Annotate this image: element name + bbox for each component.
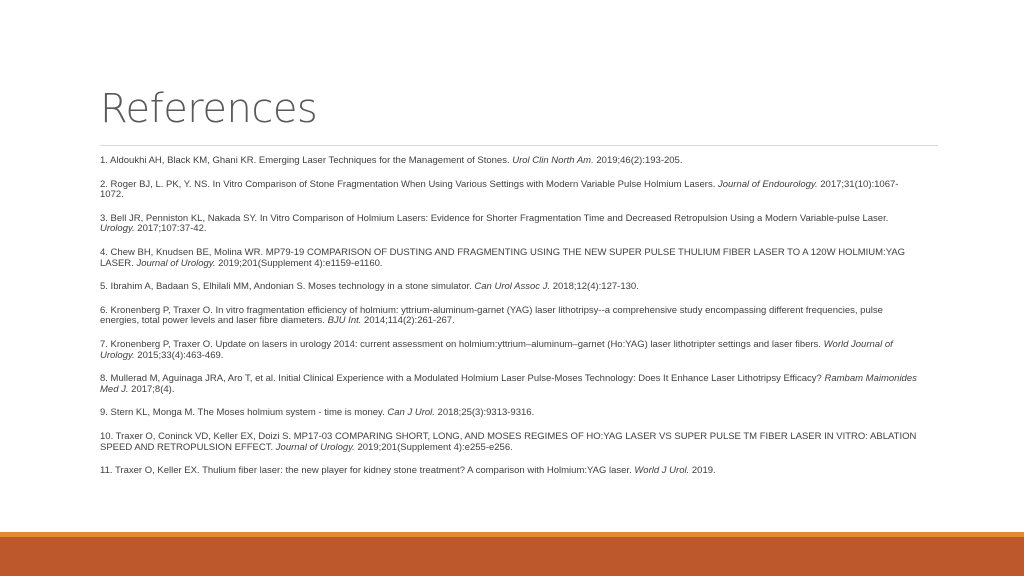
reference-citation: 2017;8(4). [128,383,175,395]
reference-citation: 2017;107:37-42. [134,223,207,235]
reference-item [100,466,920,477]
reference-item [100,180,920,201]
reference-text: 8. Mullerad M, Aguinaga JRA, Aro T, et al. Initial Clinical Experience with a Modulated Holmium Laser Pulse-Moses Technology: Does It Enhance Laser Lithotripsy Efficacy? [100,373,825,385]
reference-text: 1. Aldoukhi AH, Black KM, Ghani KR. Emerging Laser Techniques for the Management of Stones. [100,155,513,166]
reference-journal: Journal of Endourology. [717,178,818,190]
reference-citation: 2019;201(Supplement 4):e255-e256. [354,441,513,453]
reference-journal: Can J Urol. [387,407,435,419]
reference-item [100,282,920,293]
reference-item [100,432,920,453]
footer-band [0,537,1024,576]
reference-journal: Rambam Maimonides Med J. [100,373,917,395]
reference-citation: 2019;46(2):193-205. [593,155,683,166]
reference-text: 3. Bell JR, Penniston KL, Nakada SY. In Vitro Comparison of Holmium Lasers: Evidence for Shorter Fragmentation Time and Decreased Retropulsion Using a Modern Variable-pulse Laser. [100,212,889,224]
references-list [100,156,920,490]
reference-citation: 2017;31(10):1067-1072. [100,178,899,201]
reference-journal: Can Urol Assoc J. [474,281,551,293]
reference-citation: 2019. [689,465,716,477]
reference-text: 4. Chew BH, Knudsen BE, Molina WR. MP79-19 COMPARISON OF DUSTING AND FRAGMENTING USING THE NEW SUPER PULSE THULIUM FIBER LASER TO A 120W HOLMIUM:YAG LASER. [100,246,906,269]
reference-item [100,374,920,395]
reference-item [100,156,920,167]
reference-journal: BJU Int. [327,315,362,327]
reference-journal: Urol Clin North Am. [512,155,594,166]
reference-text: 10. Traxer O, Coninck VD, Keller EX, Doizi S. MP17-03 COMPARING SHORT, LONG, AND MOSES REGIMES OF HO:YAG LASER VS SUPER PULSE TM FIBER LASER IN VITRO: ABLATION SPEED AND RETROPULSION EFFECT. [100,430,917,453]
page-title: References [100,86,318,132]
reference-item [100,408,920,419]
reference-journal: Journal of Urology. [136,257,216,269]
reference-text: 2. Roger BJ, L. PK, Y. NS. In Vitro Comparison of Stone Fragmentation When Using Various Settings with Modern Variable Pulse Holmium Lasers. [100,178,718,190]
reference-item [100,340,920,361]
reference-text: 6. Kronenberg P, Traxer O. In vitro fragmentation efficiency of holmium: yttrium-aluminum-garnet (YAG) laser lithotripsy--a comprehensive study encompassing different frequencies, pulse energies, total power levels and laser fibre diameters. [100,304,883,327]
reference-citation: 2014;114(2):261-267. [361,315,455,327]
reference-journal: Journal of Urology. [275,441,355,453]
reference-item [100,214,920,235]
reference-text: 9. Stern KL, Monga M. The Moses holmium system - time is money. [100,407,388,419]
reference-citation: 2018;12(4):127-130. [550,281,639,293]
reference-citation: 2018;25(3):9313-9316. [434,407,535,419]
reference-text: 11. Traxer O, Keller EX. Thulium fiber laser: the new player for kidney stone treatment? A comparison with Holmium:YAG laser. [100,465,635,477]
reference-citation: 2019;201(Supplement 4):e1159-e1160. [215,257,383,269]
reference-item [100,248,920,269]
reference-citation: 2015;33(4):463-469. [134,349,224,361]
reference-item [100,306,920,327]
reference-journal: World Journal of Urology. [100,338,893,361]
reference-journal: World J Urol. [634,465,690,477]
reference-text: 7. Kronenberg P, Traxer O. Update on lasers in urology 2014: current assessment on holmium:yttrium–aluminum–garnet (Ho:YAG) laser lithotripter settings and laser fibers. [100,338,824,350]
reference-text: 5. Ibrahim A, Badaan S, Elhilali MM, Andonian S. Moses technology in a stone simulator. [100,281,475,293]
title-divider [100,145,938,146]
reference-journal: Urology. [100,223,135,235]
